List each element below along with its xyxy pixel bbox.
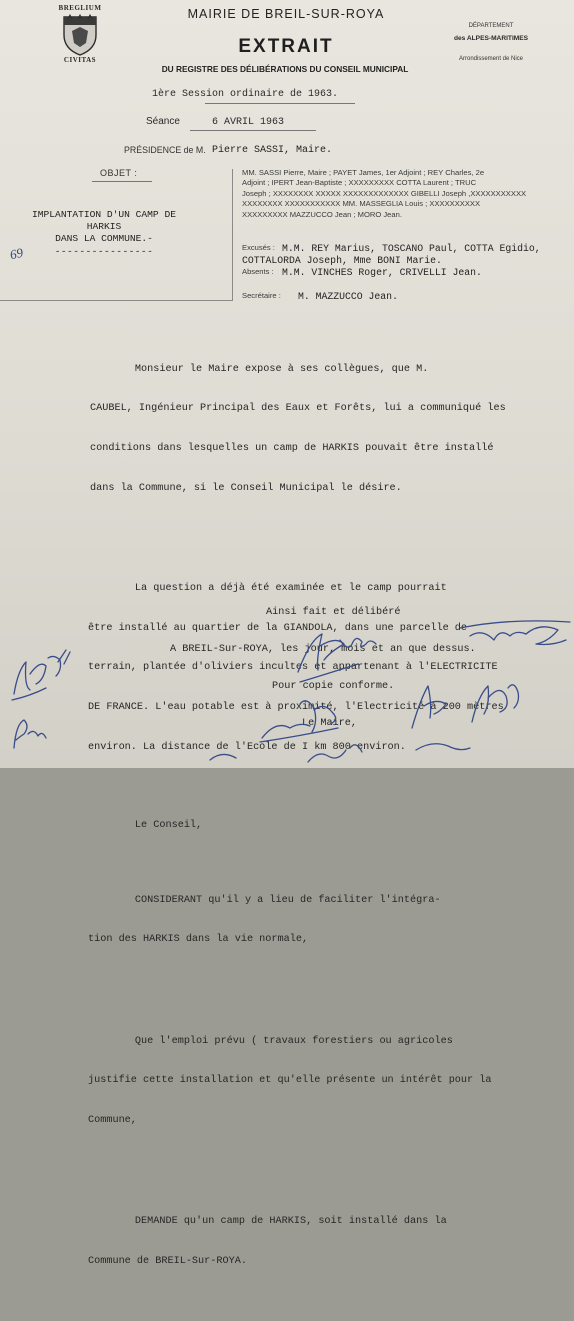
members-line: Adjoint ; IPERT Jean-Baptiste ; XXXXXXXXX COTTA Laurent ; TRUC: [242, 178, 477, 188]
objet-margin-note: 69: [8, 244, 25, 263]
objet-line: IMPLANTATION D'UN CAMP DE: [32, 209, 176, 220]
paragraph-question: La question a déjà été examinée et le camp pourrait être installé au quartier de la GIANDOLA, dans une parcelle de terrain, plantée d'oliviers incultes et appartenant à l'ELECTRICITE DE FRANCE. L'eau potable est à proximité, l'Electricité à 200 mètres environ. La distance de l'Ecole de I km 800 environ.: [86, 583, 504, 753]
absents-list: M.M. VINCHES Roger, CRIVELLI Jean.: [282, 267, 482, 278]
excuses-line: M.M. REY Marius, TOSCANO Paul, COTTA Egidio,: [282, 243, 541, 254]
signature-moro: [460, 621, 570, 645]
le-conseil: Le Conseil,: [86, 819, 203, 831]
signature-mayor-sassi: [298, 634, 376, 682]
excuses-line: COTTALORDA Joseph, Mme BONI Marie.: [242, 254, 442, 266]
town-crest: [52, 4, 108, 66]
members-present: [242, 168, 568, 220]
closing-line: Le Maire,: [302, 718, 358, 730]
signature-partial: [210, 745, 362, 762]
session-line: 1ère Session ordinaire de 1963.: [152, 89, 339, 100]
objet-line: HARKIS: [86, 221, 122, 233]
crest-bottom-text: CIVITAS: [63, 56, 97, 64]
seance-label: Séance: [146, 116, 180, 127]
members-line: Joseph ; XXXXXXXX XXXXX XXXXXXXXXXXXX GIBELLI Joseph ,XXXXXXXXXXX: [242, 188, 527, 198]
absents-label: Absents :: [242, 267, 274, 276]
paragraph-expose: Monsieur le Maire expose à ses collègues, que M. CAUBEL, Ingénieur Principal des Eaux et Forêts, lui a communiqué les conditions dans lesquelles un camp de HARKIS pouvait être installé dans la Commune, si le Conseil Municipal le désire.: [86, 363, 506, 494]
arrondissement-label: Arrondissement de Nice: [458, 56, 524, 62]
crest-top-text: BREGLIUM: [58, 4, 102, 12]
body-text: [86, 310, 506, 1321]
signature-payet: [260, 701, 338, 742]
extrait-title: EXTRAIT: [238, 36, 334, 57]
crest-shield-icon: [60, 13, 100, 57]
departement-name: des ALPES-MARITIMES: [453, 35, 529, 42]
paragraph-considerant: CONSIDERANT qu'il y a lieu de faciliter l'intégra- tion des HARKIS dans la vie normale,: [86, 894, 441, 946]
presidence-name: Pierre SASSI, Maire.: [212, 145, 333, 156]
seance-underline: [190, 130, 316, 131]
closing-line: Pour copie conforme.: [272, 681, 395, 693]
objet-line: DANS LA COMMUNE.-: [55, 233, 153, 245]
excuses-label: Excusés :: [242, 243, 275, 252]
seance-date: 6 AVRIL 1963: [212, 117, 285, 128]
objet-label: OBJET :: [100, 168, 138, 178]
signature-paul: [14, 720, 46, 748]
objet-title: [4, 209, 204, 258]
objet-line: ----------------: [54, 245, 154, 257]
signature-cotta: [12, 650, 70, 700]
objet-underline: [92, 181, 152, 182]
registre-subtitle: DU REGISTRE DES DÉLIBÉRATIONS DU CONSEIL MUNICIPAL: [161, 64, 409, 74]
session-underline: [205, 103, 355, 104]
departement-label: DÉPARTEMENT: [468, 23, 514, 29]
members-line: XXXXXXXXX MAZZUCCO Jean ; MORO Jean.: [242, 209, 402, 219]
signatures-area: [0, 600, 574, 768]
signature-initials: [412, 686, 470, 750]
secretaire-name: M. MAZZUCCO Jean.: [298, 291, 398, 302]
members-line: MM. SASSI Pierre, Maire ; PAYET James, 1er Adjoint ; REY Charles, 2e: [242, 168, 485, 177]
mairie-heading: MAIRIE DE BREIL-SUR-ROYA: [187, 7, 385, 21]
closing-line: Ainsi fait et délibéré: [266, 606, 401, 618]
secretaire-label: Secrétaire :: [242, 291, 281, 300]
signature-gibelli: [472, 685, 519, 722]
paragraph-que: Que l'emploi prévu ( travaux forestiers ou agricoles justifie cette installation et qu'elle présente un intérêt pour la Commune,: [86, 1035, 492, 1126]
members-line: XXXXXXXX XXXXXXXXXXX MM. MASSEGLIA Louis ; XXXXXXXXXX: [242, 199, 481, 209]
presidence-label: PRÉSIDENCE de M.: [124, 145, 206, 155]
closing-line: A BREIL-Sur-ROYA, les jour, mois et an que dessus.: [170, 644, 476, 656]
paragraph-demande: DEMANDE qu'un camp de HARKIS, soit installé dans la Commune de BREIL-Sur-ROYA.: [86, 1216, 447, 1267]
